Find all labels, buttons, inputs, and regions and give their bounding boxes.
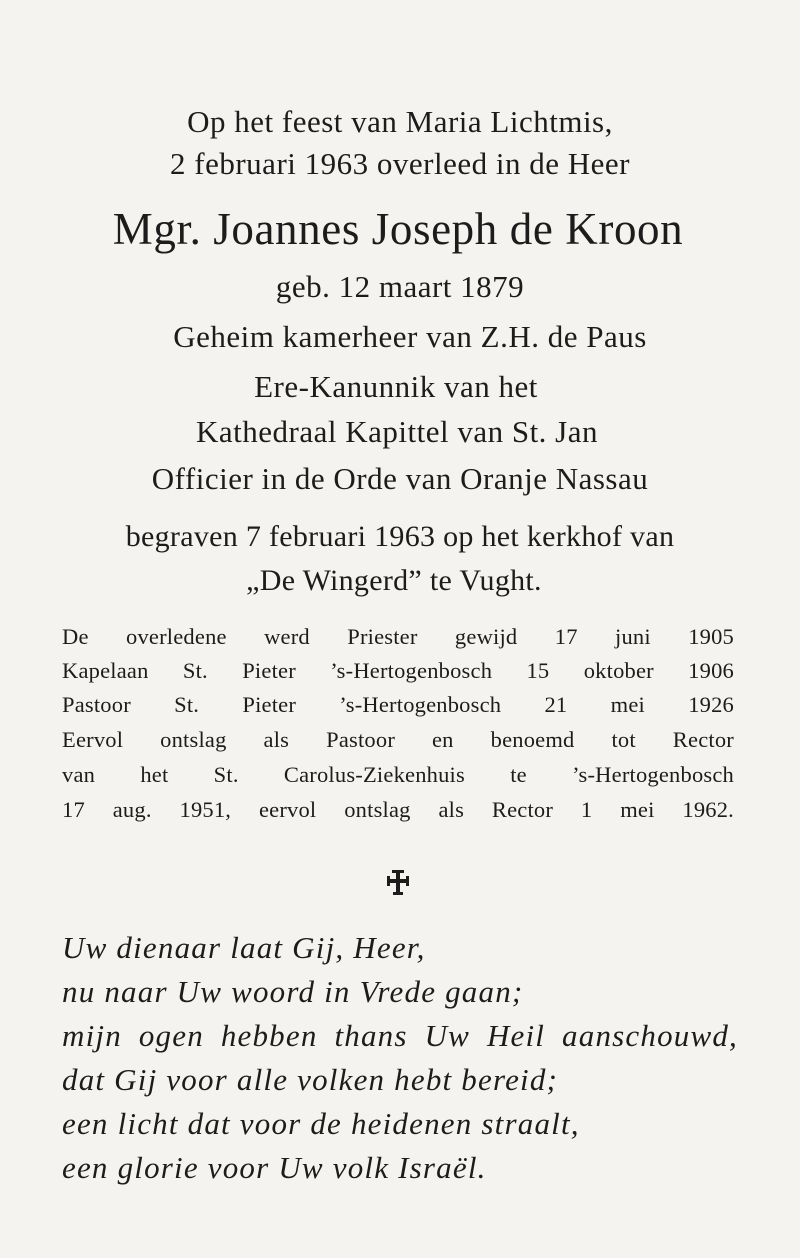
birth-date: geb. 12 maart 1879 (275, 269, 525, 304)
biography-line-4: Eervol ontslag als Pastoor en benoemd tot Rector (62, 727, 734, 752)
intro-line-1: Op het feest van Maria Lichtmis, (187, 104, 613, 139)
deceased-name: Mgr. Joannes Joseph de Kroon (112, 204, 684, 254)
verse-line-2: nu naar Uw woord in Vrede gaan; (62, 974, 524, 1009)
biography-line-6: 17 aug. 1951, eervol ontslag als Rector 1 mei 1962. (62, 797, 734, 822)
verse-line-5: een licht dat voor de heidenen straalt, (62, 1106, 580, 1141)
title-line-2: Ere-Kanunnik van het (254, 369, 538, 404)
verse-line-3: mijn ogen hebben thans Uw Heil aanschouwd, (62, 1018, 738, 1053)
biography-line-3: Pastoor St. Pieter ’s-Hertogenbosch 21 mei 1926 (62, 692, 734, 717)
title-line-1: Geheim kamerheer van Z.H. de Paus (173, 319, 647, 354)
title-line-4: Officier in de Orde van Oranje Nassau (151, 461, 649, 496)
burial-line-2: „De Wingerd” te Vught. (246, 564, 542, 597)
verse-line-4: dat Gij voor alle volken hebt bereid; (62, 1062, 559, 1097)
title-line-3: Kathedraal Kapittel van St. Jan (195, 414, 599, 449)
biography-line-1: De overledene werd Priester gewijd 17 juni 1905 (62, 624, 734, 649)
verse-line-1: Uw dienaar laat Gij, Heer, (62, 930, 426, 965)
intro-line-2: 2 februari 1963 overleed in de Heer (170, 146, 630, 181)
burial-line-1: begraven 7 februari 1963 op het kerkhof van (125, 520, 675, 553)
cross-potent-icon (385, 868, 411, 896)
verse-line-6: een glorie voor Uw volk Israël. (62, 1150, 487, 1185)
biography-line-2: Kapelaan St. Pieter ’s-Hertogenbosch 15 oktober 1906 (62, 658, 734, 683)
biography-line-5: van het St. Carolus-Ziekenhuis te ’s-Hertogenbosch (62, 762, 734, 787)
